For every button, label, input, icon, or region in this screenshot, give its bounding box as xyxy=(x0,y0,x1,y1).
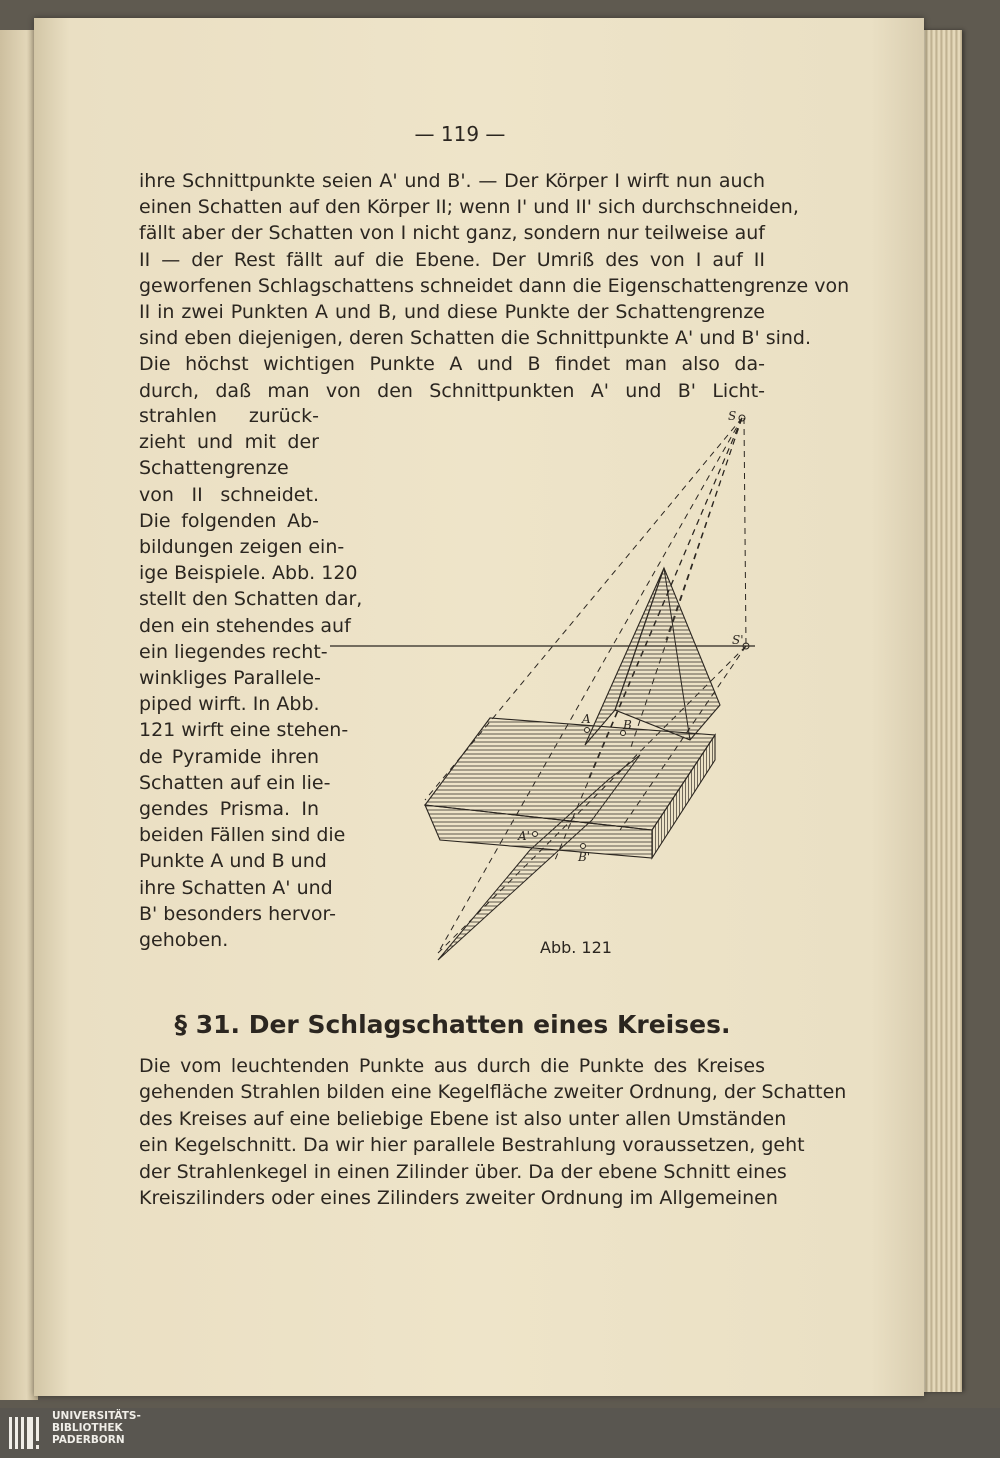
text-line: der Strahlenkegel in einen Zilinder über. Da der ebene Schnitt eines xyxy=(139,1160,787,1183)
text-line: gehoben. xyxy=(139,929,229,951)
library-name: UNIVERSITÄTS- BIBLIOTHEK PADERBORN xyxy=(52,1410,141,1446)
text-line: Schattengrenze xyxy=(139,457,289,480)
label-s-prime: S' xyxy=(732,633,744,647)
text-line: des Kreises auf eine beliebige Ebene ist also unter allen Umständen xyxy=(139,1107,787,1130)
text-line: den ein stehendes auf xyxy=(139,614,351,637)
left-page-edge xyxy=(0,30,38,1400)
text-line: sind eben diejenigen, deren Schatten die Schnittpunkte A' und B' sind. xyxy=(139,327,812,350)
label-s: S xyxy=(728,409,737,423)
library-logo-icon xyxy=(8,1413,48,1453)
text-line: strahlen zurück- xyxy=(139,405,319,427)
section-heading: § 31. Der Schlagschatten eines Kreises. xyxy=(174,1010,731,1039)
text-line: ihre Schatten A' und xyxy=(139,876,333,899)
text-line: II in zwei Punkten A und B, und diese Punkte der Schattengrenze xyxy=(139,301,765,323)
text-line: bildungen zeigen ein- xyxy=(139,536,345,558)
text-line: beiden Fällen sind die xyxy=(139,824,346,847)
page-number-header: — 119 — xyxy=(414,122,506,146)
text-line: Punkte A und B und xyxy=(139,850,327,873)
text-line: B' besonders hervor- xyxy=(139,902,336,925)
text-line: gendes Prisma. In xyxy=(139,798,319,820)
text-line: gehenden Strahlen bilden eine Kegelfläche zweiter Ordnung, der Schatten xyxy=(139,1081,847,1104)
library-footer-bar xyxy=(0,1408,1000,1458)
figure-abb-121 xyxy=(330,400,770,970)
point-a-prime xyxy=(533,832,538,837)
point-a xyxy=(585,728,590,733)
text-line: 121 wirft eine stehen- xyxy=(139,719,349,742)
text-line: ige Beispiele. Abb. 120 xyxy=(139,562,358,585)
label-a: A xyxy=(582,712,591,726)
text-line: einen Schatten auf den Körper II; wenn I' und II' sich durchschneiden, xyxy=(139,196,799,219)
text-line: II — der Rest fällt auf die Ebene. Der Umriß des von I auf II xyxy=(139,248,765,271)
figure-caption: Abb. 121 xyxy=(540,938,612,957)
text-line: geworfenen Schlagschattens schneidet dann die Eigenschattengrenze von xyxy=(139,274,850,297)
text-line: piped wirft. In Abb. xyxy=(139,693,320,716)
text-line: zieht und mit der xyxy=(139,431,319,454)
text-line: ein liegendes recht- xyxy=(139,640,328,663)
text-line: Schatten auf ein lie- xyxy=(139,771,331,794)
text-line: ein Kegelschnitt. Da wir hier parallele Bestrahlung voraussetzen, geht xyxy=(139,1134,805,1157)
label-b: B xyxy=(623,718,632,732)
point-b-prime xyxy=(581,844,586,849)
text-line: ihre Schnittpunkte seien A' und B'. — Der Körper I wirft nun auch xyxy=(139,170,765,192)
text-line: stellt den Schatten dar, xyxy=(139,588,363,611)
label-a-prime: A' xyxy=(518,829,530,843)
label-b-prime: B' xyxy=(578,850,591,864)
text-line: durch, daß man von den Schnittpunkten A' und B' Licht- xyxy=(139,379,765,402)
text-line: winkliges Parallele- xyxy=(139,667,321,689)
text-line: fällt aber der Schatten von I nicht ganz, sondern nur teilweise auf xyxy=(139,222,765,245)
text-line: Die folgenden Ab- xyxy=(139,509,319,532)
text-line: de Pyramide ihren xyxy=(139,745,319,768)
text-line: Die vom leuchtenden Punkte aus durch die Punkte des Kreises xyxy=(139,1055,765,1077)
text-line: Die höchst wichtigen Punkte A und B findet man also da- xyxy=(139,353,765,376)
page-stack-edges xyxy=(918,30,962,1392)
text-line: Kreiszilinders oder eines Zilinders zweiter Ordnung im Allgemeinen xyxy=(139,1187,778,1209)
text-line: von II schneidet. xyxy=(139,483,319,506)
